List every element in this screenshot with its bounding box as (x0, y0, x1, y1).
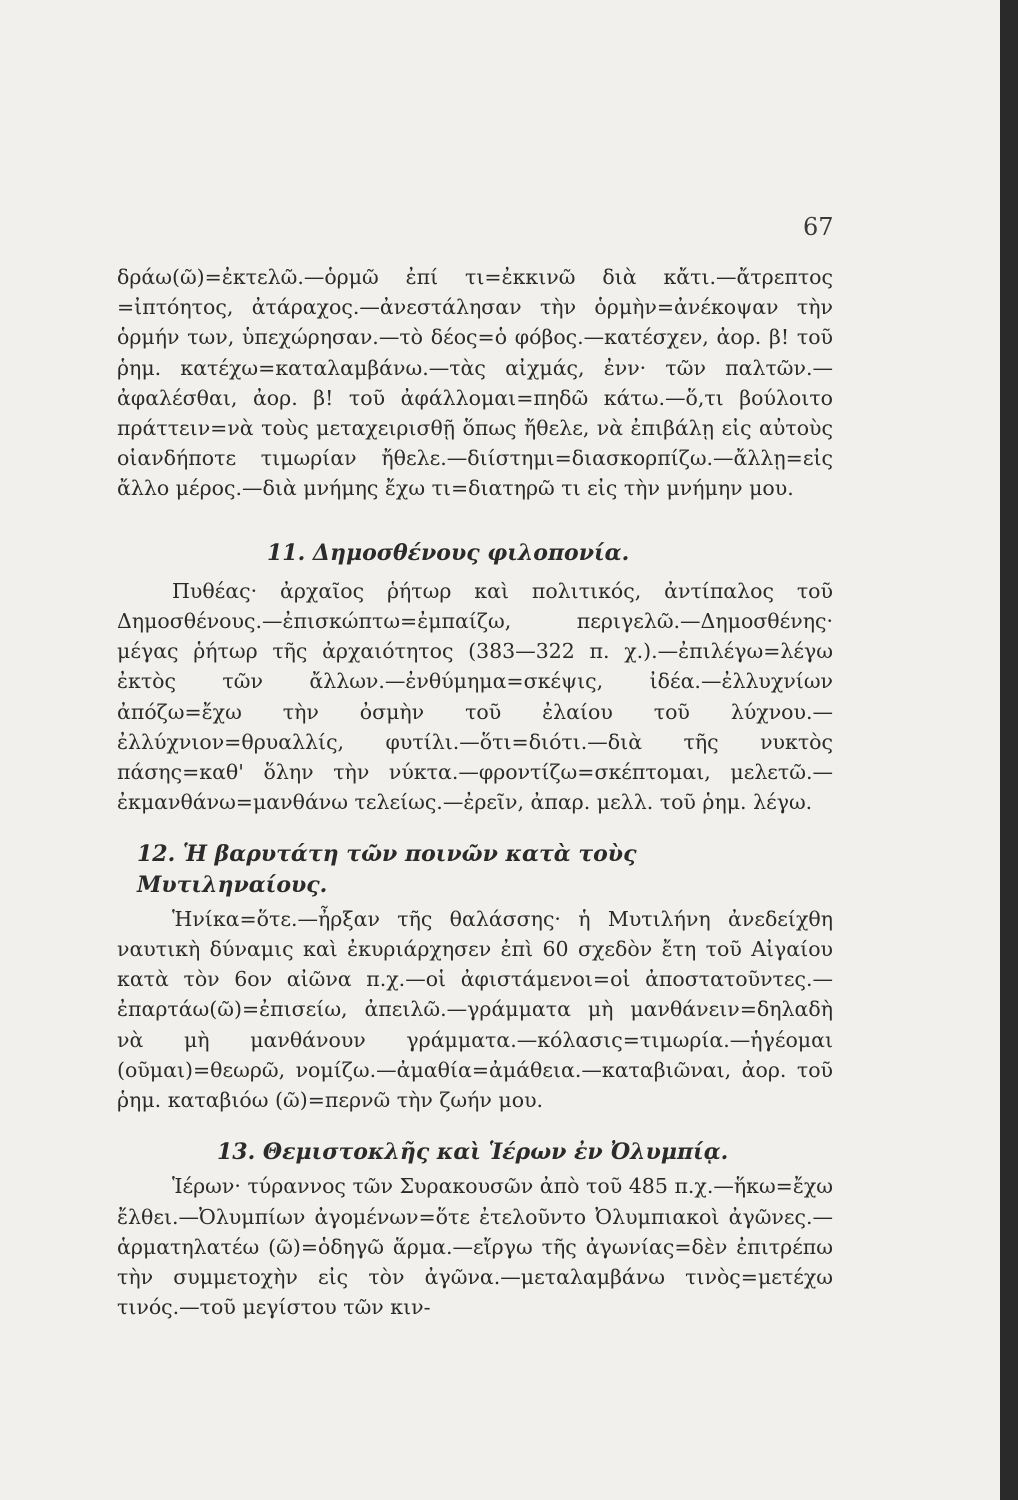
section-13-text: Ἱέρων· τύραννος τῶν Συρακουσῶν ἀπὸ τοῦ 485 π.χ.—ἥκω=ἔχω ἔλθει.—Ὀλυμπίων ἀγομένων=ὅτε ἐτελοῦντο Ὀλυμπιακοὶ ἀγῶνες.—ἁρματηλατέω (ῶ)=ὁδηγῶ ἅρμα.—εἴργω τῆς ἀγωνίας=δὲν ἐπιτρέπω τὴν συμμετοχὴν εἰς τὸν ἀγῶνα.—μεταλαμβάνω τινὸς=μετέχω τινός.—τοῦ μεγίστου τῶν κιν- (117, 1174, 833, 1320)
intro-paragraph: δράω(ῶ)=ἐκτελῶ.—ὁρμῶ ἐπί τι=ἐκκινῶ διὰ κἄτι.—ἄτρεπτος =ἰπτόητος, ἀτάραχος.—ἀνεστάλησαν τὴν ὁρμὴν=ἀνέκοψαν τὴν ὁρμήν των, ὑπεχώρησαν.—τὸ δέος=ὁ φόβος.—κατέσχεν, ἀορ. β! τοῦ ῥημ. κατέχω=καταλαμβάνω.—τὰς αἰχμάς, ἐνν· τῶν παλτῶν.—ἀφαλέσθαι, ἀορ. β! τοῦ ἀφάλλομαι=πηδῶ κάτω.—ὅ,τι βούλοιτο πράττειν=νὰ τοὺς μεταχειρισθῇ ὅπως ἤθελε, νὰ ἐπιβάλῃ εἰς αὐτοὺς οἱανδήποτε τιμωρίαν ἤθελε.—διίστημι=διασκορπίζω.—ἄλλῃ=εἰς ἄλλο μέρος.—διὰ μνήμης ἔχω τι=διατηρῶ τι εἰς τὴν μνήμην μου. (117, 265, 833, 501)
section-12-text: Ἡνίκα=ὅτε.—ἦρξαν τῆς θαλάσσης· ἡ Μυτιλήνη ἀνεδείχθη ναυτικὴ δύναμις καὶ ἐκυριάρχησεν ἐπὶ 60 σχεδὸν ἔτη τοῦ Αἰγαίου κατὰ τὸν 6ον αἰῶνα π.χ.—οἱ ἀφιστάμενοι=οἱ ἀποστατοῦντες.—ἐπαρτάω(ῶ)=ἐπισείω, ἀπειλῶ.—γράμματα μὴ μανθάνειν=δηλαδὴ νὰ μὴ μανθάνουν γράμματα.—κόλασις=τιμωρία.—ἡγέομαι (οῦμαι)=θεωρῶ, νομίζω.—ἀμαθία=ἀμάθεια.—καταβιῶναι, ἀορ. τοῦ ῥημ. καταβιόω (ῶ)=περνῶ τὴν ζωήν μου. (117, 906, 833, 1113)
section-11-title: 11. Δημοσθένους φιλοπονία. (267, 539, 630, 566)
section-13-title: 13. Θεμιστοκλῆς καὶ Ἱέρων ἐν Ὀλυμπίᾳ. (217, 1139, 729, 1166)
page-content (117, 262, 833, 1323)
section-11-text: Πυθέας· ἀρχαῖος ῥήτωρ καὶ πολιτικός, ἀντίπαλος τοῦ Δημοσθένους.—ἐπισκώπτω=ἐμπαίζω, περιγελῶ.—Δημοσθένης· μέγας ῥήτωρ τῆς ἀρχαιότητος (383—322 π. χ.).—ἐπιλέγω=λέγω ἐκτὸς τῶν ἄλλων.—ἐνθύμημα=σκέψις, ἰδέα.—ἐλλυχνίων ἀπόζω=ἔχω τὴν ὀσμὴν τοῦ ἐλαίου τοῦ λύχνου.—ἐλλύχνιον=θρυαλλίς, φυτίλι.—ὅτι=διότι.—διὰ τῆς νυκτὸς πάσης=καθ' ὅλην τὴν νύκτα.—φροντίζω=σκέπτομαι, μελετῶ.—ἐκμανθάνω=μανθάνω τελείως.—ἐρεῖν, ἀπαρ. μελλ. τοῦ ῥημ. λέγω. (117, 578, 833, 815)
page-number: 67 (803, 213, 834, 241)
section-12-title: 12. Ἡ βαρυτάτη τῶν ποινῶν κατὰ τοὺς Μυτιληναίους. (137, 841, 637, 898)
